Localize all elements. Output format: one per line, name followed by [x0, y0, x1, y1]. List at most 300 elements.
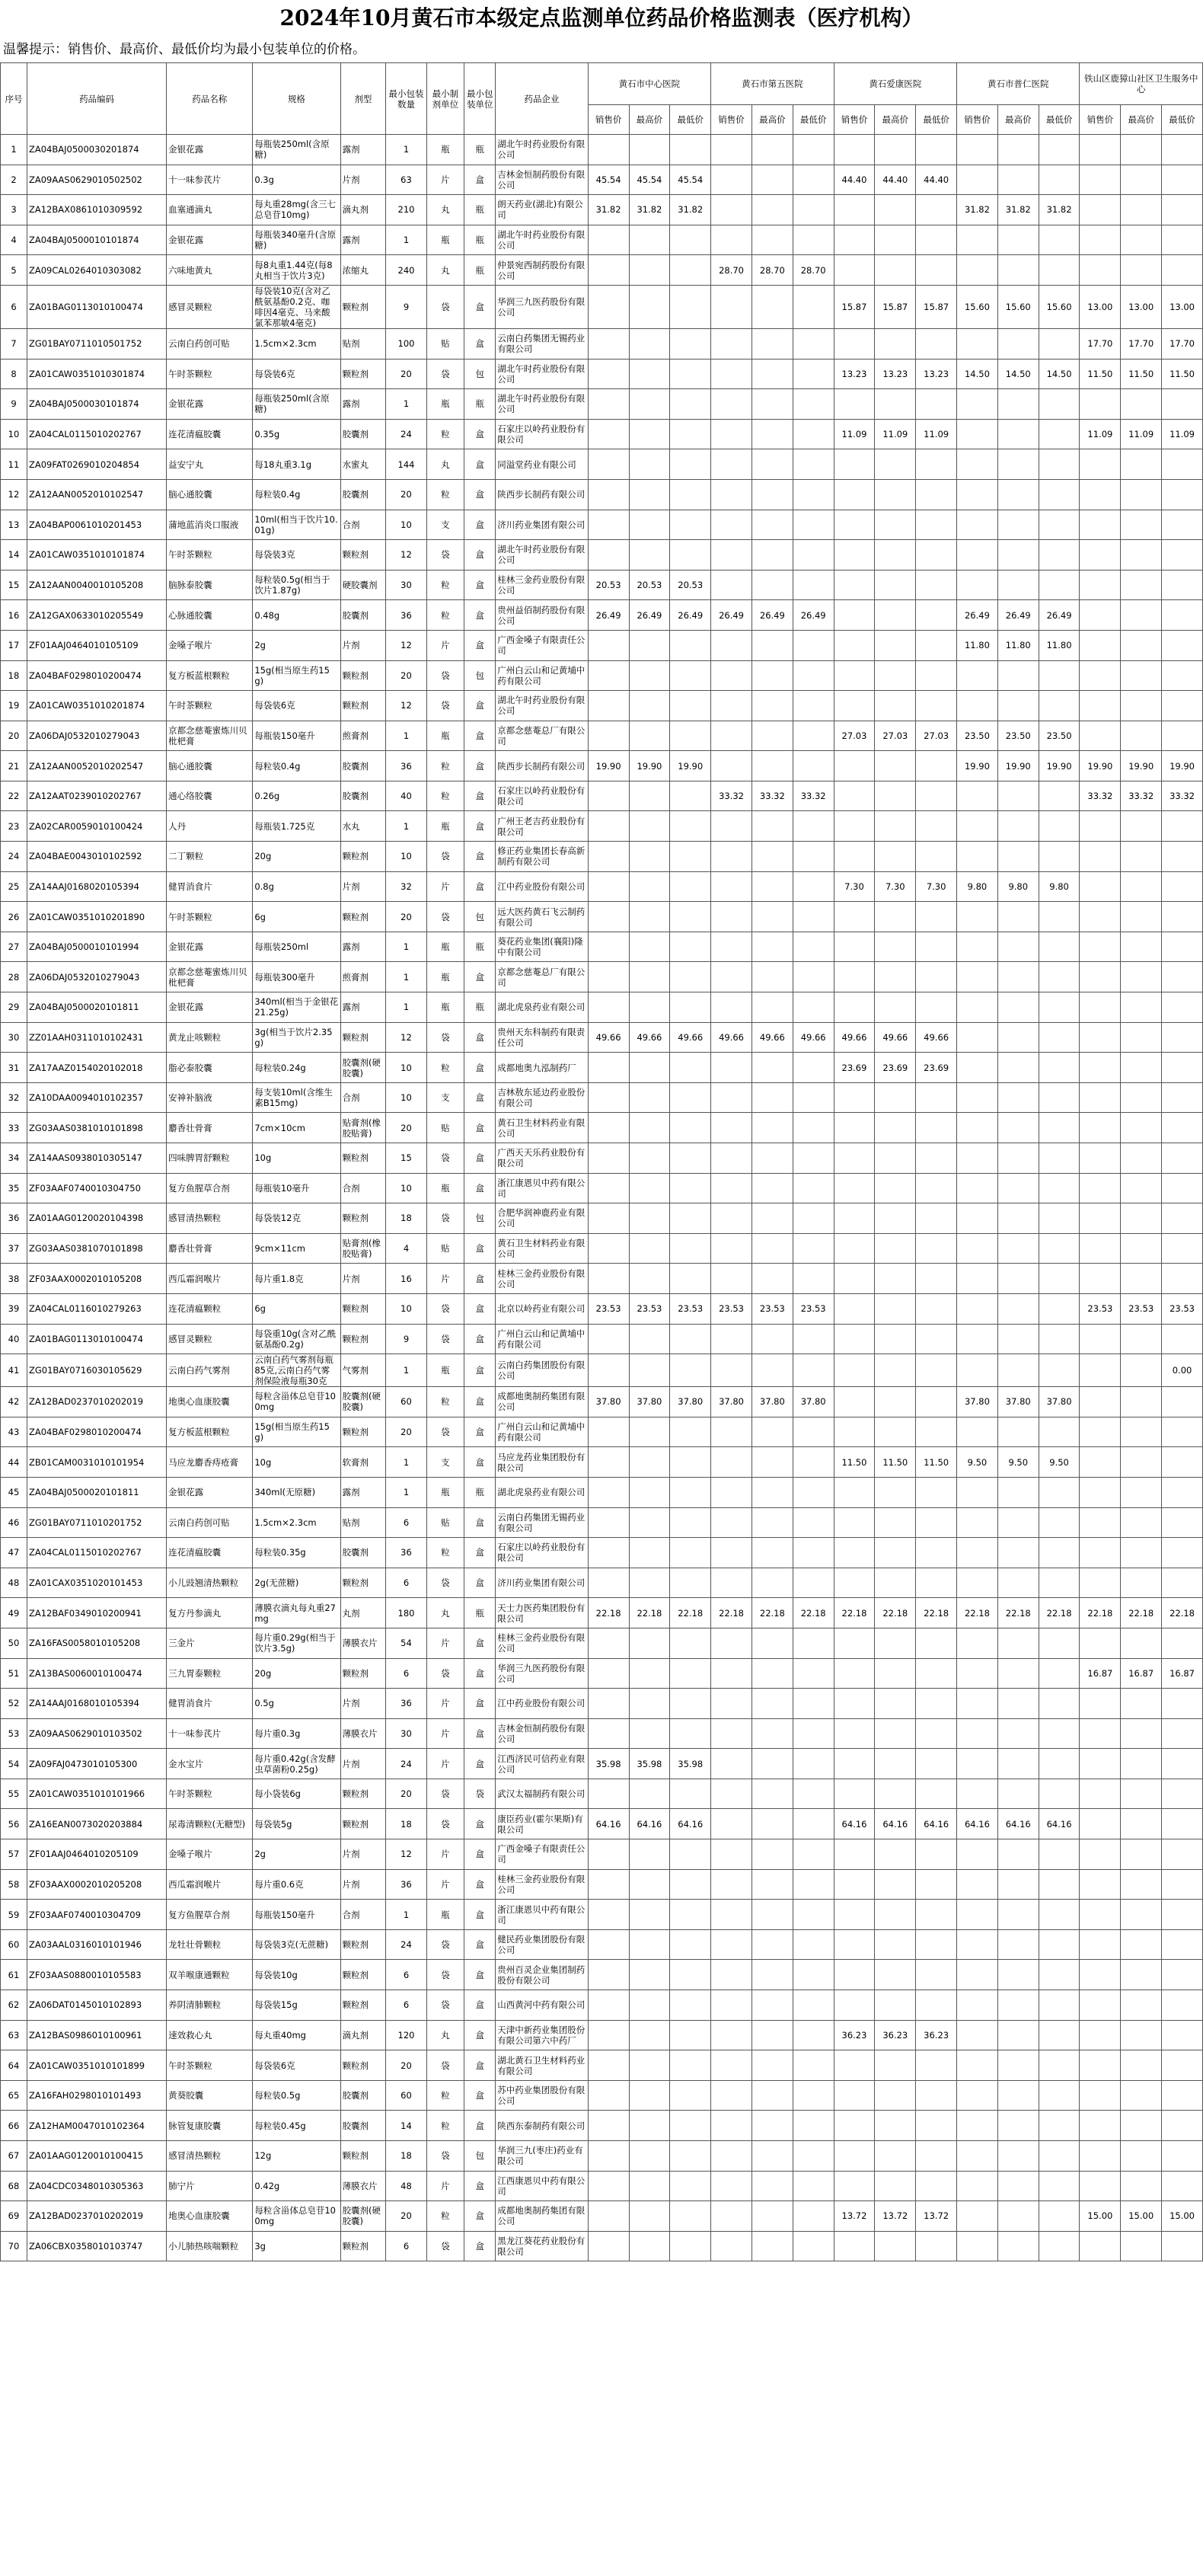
row-unit: 袋	[426, 1417, 464, 1447]
price-cell	[997, 1839, 1039, 1870]
price-cell	[1039, 1568, 1080, 1598]
row-form: 贴膏剂(橡胶贴膏)	[340, 1233, 386, 1264]
price-cell	[793, 2201, 834, 2232]
row-unit: 片	[426, 1869, 464, 1900]
row-name: 脑心通胶囊	[167, 479, 253, 510]
row-qty: 20	[386, 1113, 427, 1143]
price-cell	[916, 2231, 957, 2261]
price-cell	[670, 902, 711, 932]
row-qty: 36	[386, 1538, 427, 1568]
row-name: 西瓜霜润喉片	[167, 1264, 253, 1294]
row-company: 天士力医药集团股份有限公司	[496, 1598, 588, 1628]
row-pkg: 盒	[464, 630, 496, 660]
price-cell: 28.70	[793, 255, 834, 286]
row-pkg: 盒	[464, 2111, 496, 2141]
row-spec: 2g	[253, 1839, 340, 1870]
row-code: ZA06CBX0358010103747	[27, 2231, 166, 2261]
row-company: 石家庄以岭药业股份有限公司	[496, 1538, 588, 1568]
row-seq: 13	[1, 510, 27, 540]
price-cell	[957, 1082, 998, 1113]
row-pkg: 盒	[464, 1387, 496, 1417]
table-row	[1, 1387, 1203, 1417]
row-form: 薄膜衣片	[340, 2171, 386, 2201]
table-row	[1, 1749, 1203, 1779]
price-cell	[1039, 2050, 1080, 2081]
price-cell	[997, 570, 1039, 600]
row-qty: 36	[386, 1689, 427, 1719]
price-cell: 31.82	[957, 195, 998, 225]
row-code: ZA09AAS0629010103502	[27, 1718, 166, 1749]
row-company: 华润三九医药股份有限公司	[496, 285, 588, 328]
row-pkg: 盒	[464, 2020, 496, 2050]
price-cell	[1121, 1568, 1162, 1598]
table-row	[1, 1568, 1203, 1598]
price-cell	[711, 932, 752, 962]
price-cell	[711, 842, 752, 872]
price-cell	[997, 510, 1039, 540]
price-cell	[916, 1477, 957, 1507]
row-seq: 43	[1, 1417, 27, 1447]
price-cell	[670, 1447, 711, 1478]
price-cell	[834, 630, 875, 660]
price-cell	[916, 1233, 957, 1264]
row-unit: 瓶	[426, 389, 464, 420]
price-cell: 16.87	[1121, 1658, 1162, 1689]
row-qty: 20	[386, 660, 427, 691]
price-cell	[588, 1233, 629, 1264]
price-cell	[1080, 1568, 1121, 1598]
price-cell	[957, 2231, 998, 2261]
table-row	[1, 1507, 1203, 1538]
row-unit: 片	[426, 1718, 464, 1749]
row-form: 胶囊剂(硬胶囊)	[340, 1387, 386, 1417]
row-form: 颗粒剂	[340, 2231, 386, 2261]
row-qty: 60	[386, 1387, 427, 1417]
price-cell: 22.18	[834, 1598, 875, 1628]
price-cell	[834, 1417, 875, 1447]
price-cell	[670, 2171, 711, 2201]
price-cell	[751, 1718, 793, 1749]
row-code: ZA16FAS0058010105208	[27, 1628, 166, 1658]
row-qty: 18	[386, 1809, 427, 1839]
price-cell: 22.18	[1121, 1598, 1162, 1628]
row-seq: 55	[1, 1779, 27, 1809]
price-cell	[1080, 165, 1121, 195]
row-qty: 20	[386, 902, 427, 932]
row-code: ZA12AAT0239010202767	[27, 781, 166, 811]
price-cell	[997, 135, 1039, 165]
row-name: 脑心通胶囊	[167, 751, 253, 781]
price-cell: 13.23	[875, 359, 916, 389]
row-form: 合剂	[340, 510, 386, 540]
price-cell	[1039, 842, 1080, 872]
header-max-price: 最高价	[997, 105, 1039, 135]
price-cell: 33.32	[711, 781, 752, 811]
price-cell	[751, 630, 793, 660]
price-cell	[916, 540, 957, 570]
price-cell: 23.53	[670, 1293, 711, 1324]
row-name: 午时茶颗粒	[167, 2050, 253, 2081]
row-code: ZA14AAS0938010305147	[27, 1143, 166, 1174]
row-name: 复方鱼腥草合剂	[167, 1173, 253, 1203]
price-cell	[670, 1264, 711, 1294]
row-unit: 瓶	[426, 992, 464, 1023]
row-name: 脉管复康胶囊	[167, 2111, 253, 2141]
row-qty: 6	[386, 1960, 427, 1990]
price-cell: 49.66	[629, 1022, 670, 1053]
price-cell: 15.60	[957, 285, 998, 328]
price-cell	[1039, 135, 1080, 165]
price-cell: 37.80	[588, 1387, 629, 1417]
price-cell	[916, 255, 957, 286]
price-cell	[875, 1113, 916, 1143]
price-cell	[875, 2231, 916, 2261]
price-cell: 36.23	[875, 2020, 916, 2050]
price-cell	[629, 1417, 670, 1447]
row-code: ZF03AAF0740010304709	[27, 1900, 166, 1930]
price-cell	[751, 932, 793, 962]
price-cell	[834, 691, 875, 721]
price-cell	[1121, 195, 1162, 225]
price-cell: 7.30	[834, 871, 875, 902]
price-cell	[711, 902, 752, 932]
row-spec: 0.48g	[253, 600, 340, 631]
price-cell	[1080, 1628, 1121, 1658]
price-cell	[957, 811, 998, 842]
price-cell	[1121, 842, 1162, 872]
price-cell	[793, 1082, 834, 1113]
price-cell	[588, 1628, 629, 1658]
price-cell	[957, 225, 998, 255]
price-cell	[1162, 570, 1203, 600]
row-form: 合剂	[340, 1082, 386, 1113]
price-cell: 37.80	[793, 1387, 834, 1417]
price-cell	[1080, 2050, 1121, 2081]
price-cell	[751, 1053, 793, 1083]
price-cell	[1080, 2020, 1121, 2050]
price-cell: 37.80	[751, 1387, 793, 1417]
price-cell	[834, 135, 875, 165]
row-pkg: 盒	[464, 600, 496, 631]
row-qty: 54	[386, 1628, 427, 1658]
price-cell	[875, 255, 916, 286]
price-cell	[1121, 510, 1162, 540]
row-form: 片剂	[340, 1689, 386, 1719]
price-cell	[711, 751, 752, 781]
price-cell	[1080, 225, 1121, 255]
row-form: 颗粒剂	[340, 902, 386, 932]
price-cell	[957, 1417, 998, 1447]
row-company: 京都念慈菴总厂有限公司	[496, 721, 588, 751]
price-cell	[1039, 1203, 1080, 1234]
price-cell: 15.60	[1039, 285, 1080, 328]
price-cell	[997, 1022, 1039, 1053]
row-unit: 支	[426, 510, 464, 540]
row-form: 颗粒剂	[340, 842, 386, 872]
price-cell	[1162, 165, 1203, 195]
price-cell	[1039, 811, 1080, 842]
price-cell	[629, 2171, 670, 2201]
price-cell	[711, 1658, 752, 1689]
row-unit: 袋	[426, 1203, 464, 1234]
row-pkg: 盒	[464, 1324, 496, 1354]
price-cell	[997, 1354, 1039, 1387]
row-unit: 丸	[426, 2020, 464, 2050]
row-code: ZA09AAS0629010502502	[27, 165, 166, 195]
row-seq: 19	[1, 691, 27, 721]
row-seq: 29	[1, 992, 27, 1023]
price-cell	[1080, 1507, 1121, 1538]
row-spec: 每袋装12克	[253, 1203, 340, 1234]
price-cell	[670, 1507, 711, 1538]
price-cell	[1039, 419, 1080, 449]
price-cell	[834, 1568, 875, 1598]
row-name: 午时茶颗粒	[167, 902, 253, 932]
price-cell	[751, 1203, 793, 1234]
row-name: 麝香壮骨膏	[167, 1113, 253, 1143]
row-seq: 65	[1, 2080, 27, 2111]
row-code: ZA04BAJ0500010101994	[27, 932, 166, 962]
row-code: ZA09FAT0269010204854	[27, 449, 166, 480]
row-company: 广州王老吉药业股份有限公司	[496, 811, 588, 842]
price-cell	[957, 842, 998, 872]
row-name: 血塞通滴丸	[167, 195, 253, 225]
table-row	[1, 2141, 1203, 2172]
price-cell	[629, 962, 670, 992]
row-company: 陕西步长制药有限公司	[496, 479, 588, 510]
price-cell	[751, 510, 793, 540]
price-cell: 26.49	[588, 600, 629, 631]
header-min-price: 最低价	[793, 105, 834, 135]
price-cell	[1039, 1689, 1080, 1719]
price-cell	[1039, 2111, 1080, 2141]
row-unit: 丸	[426, 195, 464, 225]
price-cell	[916, 842, 957, 872]
row-form: 片剂	[340, 165, 386, 195]
price-cell	[1121, 1477, 1162, 1507]
row-pkg: 盒	[464, 1354, 496, 1387]
price-cell	[751, 225, 793, 255]
row-unit: 袋	[426, 540, 464, 570]
row-spec: 0.35g	[253, 419, 340, 449]
price-cell: 64.16	[834, 1809, 875, 1839]
row-code: ZG01BAY0711010201752	[27, 1507, 166, 1538]
row-pkg: 盒	[464, 962, 496, 992]
price-cell	[957, 1929, 998, 1960]
price-cell	[711, 1203, 752, 1234]
price-cell: 22.18	[916, 1598, 957, 1628]
price-cell	[957, 1143, 998, 1174]
price-cell	[793, 1264, 834, 1294]
price-cell	[711, 2141, 752, 2172]
price-cell	[957, 1779, 998, 1809]
row-qty: 10	[386, 1173, 427, 1203]
row-code: ZA01AAG0120010100415	[27, 2141, 166, 2172]
row-unit: 支	[426, 1082, 464, 1113]
price-cell	[793, 2020, 834, 2050]
row-pkg: 盒	[464, 1628, 496, 1658]
price-cell: 20.53	[670, 570, 711, 600]
price-cell	[916, 811, 957, 842]
price-cell	[751, 1900, 793, 1930]
price-cell	[1039, 1869, 1080, 1900]
price-cell	[588, 1568, 629, 1598]
price-cell	[793, 1689, 834, 1719]
price-cell	[916, 1749, 957, 1779]
price-cell	[629, 1507, 670, 1538]
price-cell	[1039, 389, 1080, 420]
row-spec: 15g(相当原生药15g)	[253, 1417, 340, 1447]
price-cell	[957, 479, 998, 510]
price-cell	[957, 660, 998, 691]
price-cell: 11.09	[1162, 419, 1203, 449]
price-cell	[1121, 1233, 1162, 1264]
row-name: 黄葵胶囊	[167, 2080, 253, 2111]
price-cell	[1162, 1779, 1203, 1809]
header-min-price: 最低价	[670, 105, 711, 135]
price-cell	[916, 1143, 957, 1174]
table-row	[1, 1658, 1203, 1689]
price-cell	[1080, 1082, 1121, 1113]
row-unit: 袋	[426, 1658, 464, 1689]
price-cell	[1162, 1869, 1203, 1900]
row-company: 天津中新药业集团股份有限公司第六中药厂	[496, 2020, 588, 2050]
price-cell	[957, 781, 998, 811]
row-company: 同溢堂药业有限公司	[496, 449, 588, 480]
price-cell: 26.49	[670, 600, 711, 631]
price-cell	[1080, 2080, 1121, 2111]
row-seq: 49	[1, 1598, 27, 1628]
price-cell	[875, 992, 916, 1023]
row-form: 颗粒剂	[340, 1568, 386, 1598]
price-cell	[1080, 1264, 1121, 1294]
price-cell	[588, 962, 629, 992]
price-cell	[957, 419, 998, 449]
price-cell	[793, 165, 834, 195]
row-form: 片剂	[340, 1839, 386, 1870]
price-cell: 23.69	[875, 1053, 916, 1083]
row-qty: 20	[386, 1417, 427, 1447]
price-cell	[916, 1417, 957, 1447]
price-cell	[834, 1324, 875, 1354]
row-qty: 6	[386, 1507, 427, 1538]
row-form: 颗粒剂	[340, 1960, 386, 1990]
price-cell: 7.30	[875, 871, 916, 902]
price-cell	[751, 389, 793, 420]
price-cell	[997, 1173, 1039, 1203]
row-name: 心脉通胶囊	[167, 600, 253, 631]
row-seq: 2	[1, 165, 27, 195]
price-cell: 22.18	[670, 1598, 711, 1628]
price-cell	[1039, 540, 1080, 570]
row-company: 广州白云山和记黄埔中药有限公司	[496, 1417, 588, 1447]
price-cell	[1080, 2141, 1121, 2172]
price-cell	[629, 2231, 670, 2261]
row-unit: 丸	[426, 255, 464, 286]
price-cell	[916, 992, 957, 1023]
row-unit: 粒	[426, 781, 464, 811]
price-cell	[834, 1900, 875, 1930]
price-cell: 64.16	[875, 1809, 916, 1839]
row-unit: 瓶	[426, 721, 464, 751]
price-cell	[1121, 135, 1162, 165]
price-cell	[1121, 962, 1162, 992]
price-cell	[1121, 902, 1162, 932]
price-cell	[629, 1053, 670, 1083]
row-seq: 15	[1, 570, 27, 600]
price-cell: 26.49	[1039, 600, 1080, 631]
table-row	[1, 1477, 1203, 1507]
price-cell	[1080, 932, 1121, 962]
price-cell	[588, 1113, 629, 1143]
row-unit: 贴	[426, 1507, 464, 1538]
row-qty: 6	[386, 1990, 427, 2021]
row-unit: 袋	[426, 660, 464, 691]
table-row	[1, 328, 1203, 359]
price-cell	[629, 1869, 670, 1900]
row-form: 薄膜衣片	[340, 1628, 386, 1658]
row-seq: 70	[1, 2231, 27, 2261]
row-name: 六味地黄丸	[167, 255, 253, 286]
price-cell	[751, 540, 793, 570]
price-cell	[1039, 1477, 1080, 1507]
price-cell	[629, 1658, 670, 1689]
price-cell	[670, 1053, 711, 1083]
row-spec: 每袋装10克(含对乙酰氨基酚0.2克、咖啡因4毫克、马来酸氯苯那敏4毫克)	[253, 285, 340, 328]
price-cell	[997, 1869, 1039, 1900]
row-form: 胶囊剂	[340, 2111, 386, 2141]
price-cell	[1162, 135, 1203, 165]
row-company: 马应龙药业集团股份有限公司	[496, 1447, 588, 1478]
price-cell: 64.16	[670, 1809, 711, 1839]
row-company: 成都地奥九泓制药厂	[496, 1053, 588, 1083]
table-row	[1, 1293, 1203, 1324]
price-cell	[957, 1718, 998, 1749]
row-code: ZA12AAN0040010105208	[27, 570, 166, 600]
row-name: 京都念慈菴蜜炼川贝枇杷膏	[167, 962, 253, 992]
price-cell	[957, 389, 998, 420]
row-unit: 片	[426, 1264, 464, 1294]
price-cell	[1039, 1718, 1080, 1749]
row-seq: 18	[1, 660, 27, 691]
price-cell	[1039, 2231, 1080, 2261]
price-cell	[916, 902, 957, 932]
row-company: 健民药业集团股份有限公司	[496, 1929, 588, 1960]
price-cell	[670, 1477, 711, 1507]
table-row	[1, 902, 1203, 932]
row-qty: 1	[386, 992, 427, 1023]
price-cell: 23.50	[997, 721, 1039, 751]
row-pkg: 瓶	[464, 135, 496, 165]
table-row	[1, 1354, 1203, 1387]
row-company: 仲景宛西制药股份有限公司	[496, 255, 588, 286]
price-cell	[834, 2050, 875, 2081]
price-cell	[834, 2111, 875, 2141]
row-spec: 每粒装0.5g(相当于饮片1.87g)	[253, 570, 340, 600]
price-cell	[834, 2141, 875, 2172]
row-form: 胶囊剂	[340, 479, 386, 510]
price-cell	[875, 1507, 916, 1538]
price-cell: 23.53	[588, 1293, 629, 1324]
row-qty: 30	[386, 1718, 427, 1749]
row-name: 四味脾胃舒颗粒	[167, 1143, 253, 1174]
row-unit: 瓶	[426, 962, 464, 992]
row-seq: 47	[1, 1538, 27, 1568]
row-spec: 每袋装3克	[253, 540, 340, 570]
price-cell	[711, 691, 752, 721]
price-cell: 11.09	[834, 419, 875, 449]
row-form: 丸剂	[340, 1598, 386, 1628]
